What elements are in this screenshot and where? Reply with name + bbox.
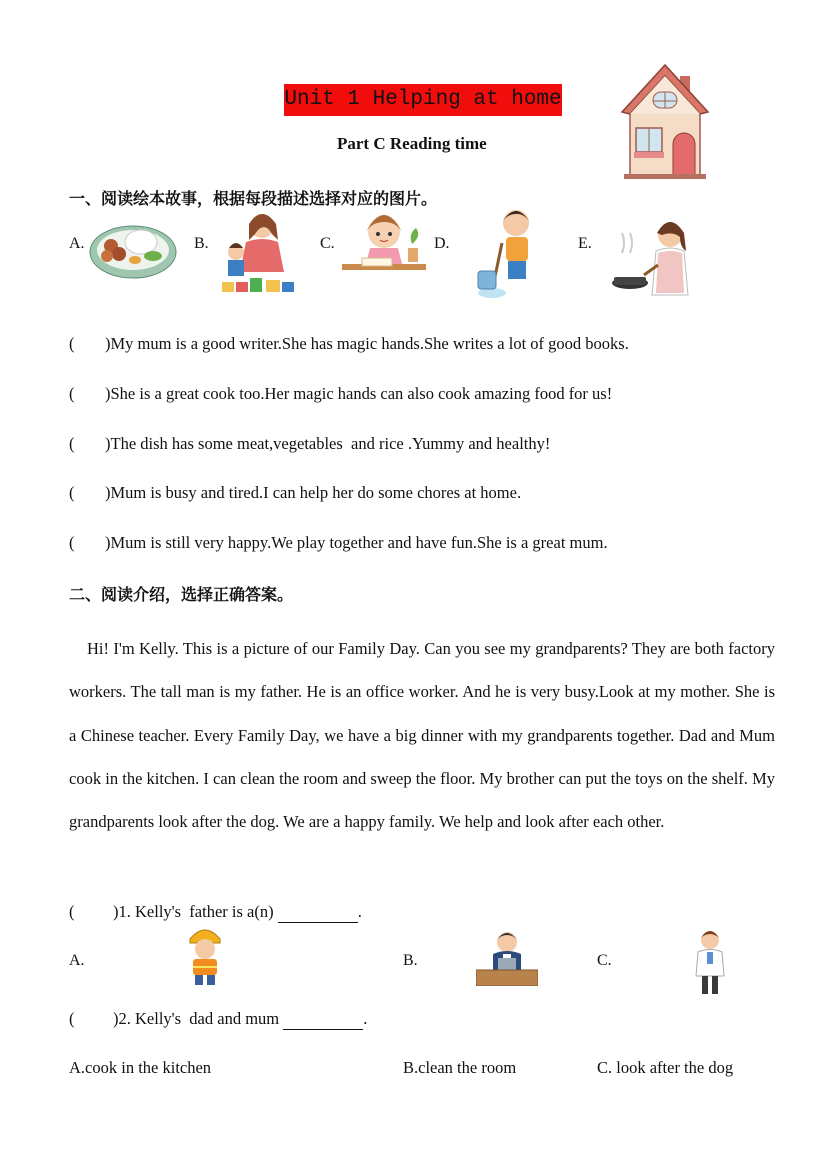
woman-cooking-illustration (608, 213, 698, 299)
section2-heading: 二、阅读介绍，选择正确答案。 (69, 585, 294, 604)
q2-option-b: B.clean the room (403, 1058, 517, 1077)
match-item-3: ( )The dish has some meat,vegetables and rice .Yummy and healthy! (69, 434, 551, 453)
answer-blank[interactable] (283, 1009, 363, 1030)
doctor-illustration (692, 928, 728, 998)
house-illustration (620, 62, 710, 180)
q2-option-a: A.cook in the kitchen (69, 1058, 212, 1077)
match-item-2: ( )She is a great cook too.Her magic hands can also cook amazing food for us! (69, 384, 613, 403)
construction-worker-illustration (184, 923, 226, 987)
q2-option-c: C. look after the dog (597, 1058, 734, 1077)
q1-option-b-label: B. (403, 952, 418, 969)
option-d-label: D. (434, 235, 450, 252)
q1-option-a-label: A. (69, 952, 85, 969)
page-subtitle: Part C Reading time (337, 134, 487, 153)
option-c-label: C. (320, 235, 335, 252)
boy-mopping-illustration (476, 203, 544, 301)
mum-playing-toys-illustration (216, 204, 300, 296)
option-e-label: E. (578, 235, 592, 252)
match-item-1: ( )My mum is a good writer.She has magic hands.She writes a lot of good books. (69, 334, 629, 353)
question-2: ( )2. Kelly's dad and mum . (69, 1009, 368, 1028)
section1-heading: 一、阅读绘本故事，根据每段描述选择对应的图片。 (69, 189, 438, 208)
answer-blank[interactable] (278, 902, 358, 923)
office-worker-illustration (476, 928, 538, 986)
option-a-label: A. (69, 235, 85, 252)
girl-writing-illustration (342, 204, 426, 280)
q1-option-c-label: C. (597, 952, 612, 969)
reading-passage: Hi! I'm Kelly. This is a picture of our Family Day. Can you see my grandparents? They are both factory workers. The tall man is my father. He is an office worker. And he is very busy.Look at my mother. She is a Chinese teacher. Every Family Day, we have a big dinner with my grandparents together. Dad and Mum cook in the kitchen. I can clean the room and sweep the floor. My brother can put the toys on the shelf. My grandparents look after the dog. We are a happy family. We help and look after each other. (69, 639, 775, 832)
option-b-label: B. (194, 235, 209, 252)
page-title: Unit 1 Helping at home (284, 84, 562, 116)
match-item-4: ( )Mum is busy and tired.I can help her do some chores at home. (69, 483, 522, 502)
food-plate-illustration (89, 212, 177, 280)
question-1: ( )1. Kelly's father is a(n) . (69, 902, 362, 921)
match-item-5: ( )Mum is still very happy.We play together and have fun.She is a great mum. (69, 533, 608, 552)
